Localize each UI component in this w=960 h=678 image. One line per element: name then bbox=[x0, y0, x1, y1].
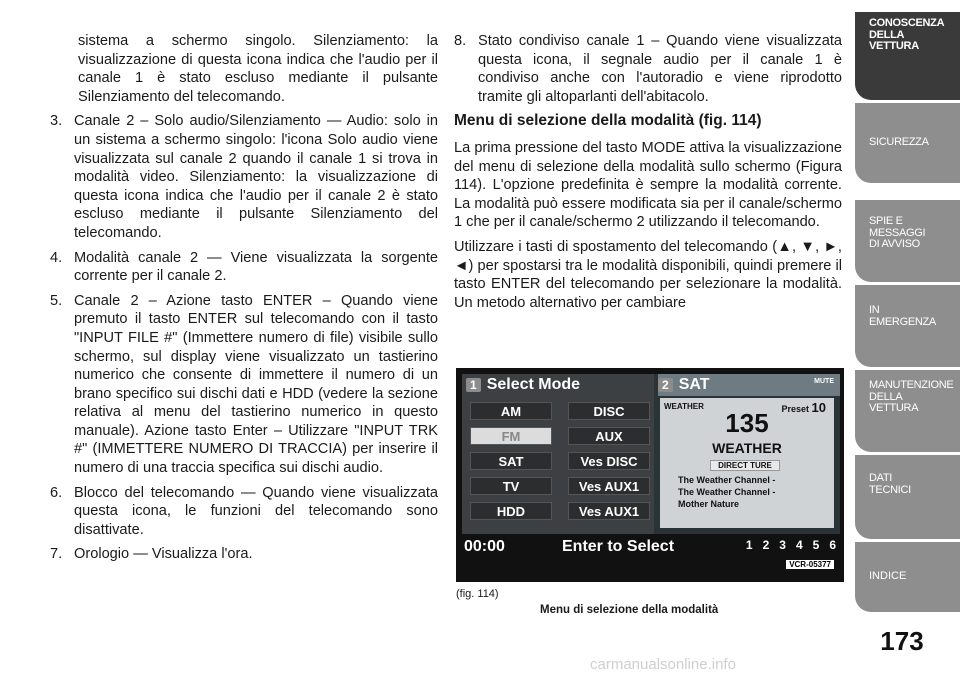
mode-option: AUX bbox=[568, 427, 650, 445]
mode-select-screen-figure bbox=[456, 368, 844, 582]
tab-sicurezza[interactable] bbox=[855, 103, 960, 183]
list-number: 4. bbox=[50, 249, 63, 266]
tab-manutenzione-della-vettura[interactable] bbox=[855, 370, 960, 452]
list-item bbox=[50, 484, 438, 540]
tab-label: INDICE bbox=[869, 570, 907, 582]
list-item bbox=[50, 292, 438, 478]
channel-1-badge: 1 bbox=[466, 378, 481, 392]
list-number: 5. bbox=[50, 292, 63, 309]
preset-label: Preset bbox=[781, 404, 810, 414]
channel-number: 135 bbox=[725, 408, 769, 438]
mode-option-selected: FM bbox=[470, 427, 552, 445]
mode-grid bbox=[470, 402, 650, 520]
body-paragraph: La prima pressione del tasto MODE attiva la visualizzazione del menu di selezione della modalità sullo schermo (Figura 114). L'opzione predefinita è sempre la modalità corrente. La modalità può essere modificata sia per il canale/schermo 1 che per il canale/schermo 2 utilizzando il telecomando. bbox=[454, 139, 842, 231]
channel-name: WEATHER bbox=[712, 440, 782, 456]
tab-indice[interactable] bbox=[855, 542, 960, 612]
list-text: Blocco del telecomando — Quando viene visualizzata questa icona, le funzioni del telecomando sono disattivate. bbox=[74, 484, 438, 538]
mode-option: Ves DISC bbox=[568, 452, 650, 470]
preset-number: 5 bbox=[812, 538, 820, 552]
section-heading: Menu di selezione della modalità (fig. 114) bbox=[454, 112, 762, 130]
weather-small-label: WEATHER bbox=[664, 402, 704, 411]
watermark: carmanualsonline.info bbox=[590, 656, 736, 673]
list-item bbox=[50, 112, 438, 242]
figure-caption: Menu di selezione della modalità bbox=[540, 604, 719, 616]
mode-option: DISC bbox=[568, 402, 650, 420]
list-text: Modalità canale 2 — Viene visualizzata la sorgente corrente per il canale 2. bbox=[74, 249, 438, 285]
mode-option: SAT bbox=[470, 452, 552, 470]
info-line: The Weather Channel - bbox=[678, 475, 776, 485]
list-item bbox=[50, 545, 438, 564]
figure-code: VCR-05377 bbox=[786, 560, 834, 569]
preset-number: 3 bbox=[779, 538, 786, 552]
clock: 00:00 bbox=[464, 538, 505, 555]
list-text: Canale 2 – Solo audio/Silenziamento — Audio: solo in un sistema a schermo singolo: l'icona Solo audio viene visualizzata sul canale 2 quando il canale 1 si trova in modalità video. Silenziamento: la visualizzazione di questa icona indica che l'audio per il canale 2 è stato escluso mediante il pulsante Silenziamento del telecomando. bbox=[74, 113, 438, 241]
tab-label: SPIE E MESSAGGI DI AVVISO bbox=[869, 215, 926, 250]
sat-title: SAT bbox=[678, 376, 710, 393]
preset-number: 2 bbox=[762, 538, 770, 552]
select-mode-title: Select Mode bbox=[486, 376, 581, 393]
enter-to-select-label: Enter to Select bbox=[562, 538, 675, 555]
preset-number: 1 bbox=[745, 538, 753, 552]
tab-in-emergenza[interactable] bbox=[855, 285, 960, 367]
direct-tune-label: DIRECT TURE bbox=[710, 460, 780, 471]
channel-1-header bbox=[462, 374, 580, 396]
tab-label: MANUTENZIONE DELLA VETTURA bbox=[869, 379, 954, 414]
list-number: 7. bbox=[50, 546, 63, 563]
mode-option: TV bbox=[470, 477, 552, 495]
list-number: 3. bbox=[50, 113, 63, 130]
mode-option: HDD bbox=[470, 502, 552, 520]
tab-conoscenza-della-vettura[interactable] bbox=[855, 12, 960, 100]
intro-paragraph: sistema a schermo singolo. Silenziamento: la visualizzazione di questa icona indica che l'audio per il canale 1 è stato escluso mediante il pulsante Silenziamento del telecomando. bbox=[78, 33, 438, 105]
mode-option: AM bbox=[470, 402, 552, 420]
preset-number: 4 bbox=[795, 538, 803, 552]
list-item bbox=[454, 32, 842, 106]
tab-dati-tecnici[interactable] bbox=[855, 455, 960, 539]
figure-label: (fig. 114) bbox=[456, 588, 499, 600]
right-column bbox=[454, 32, 842, 318]
tab-label: IN EMERGENZA bbox=[869, 304, 936, 328]
sat-info-area bbox=[660, 398, 834, 528]
mode-option: Ves AUX1 bbox=[568, 502, 650, 520]
screen-status-bar bbox=[462, 536, 840, 576]
body-paragraph: Utilizzare i tasti di spostamento del telecomando (▲, ▼, ►, ◄) per spostarsi tra le modalità disponibili, quindi premere il tasto ENTER del telecomando per selezionare la modalità. Un metodo alternativo per cambiare bbox=[454, 238, 842, 311]
list-text: Orologio — Visualizza l'ora. bbox=[74, 546, 253, 563]
list-item bbox=[50, 249, 438, 286]
mute-icon: MUTE bbox=[814, 378, 834, 385]
info-line: Mother Nature bbox=[678, 499, 740, 509]
tab-label: DATI TECNICI bbox=[869, 472, 911, 496]
preset-numbers bbox=[746, 538, 836, 552]
mode-option: Ves AUX1 bbox=[568, 477, 650, 495]
preset-value: 10 bbox=[811, 400, 826, 415]
list-text: Stato condiviso canale 1 – Quando viene visualizzata questa icona, il segnale audio per il canale 1 è condiviso anche con l'autoradio e viene riprodotto tramite gli altoparlanti dell'abitacolo. bbox=[478, 33, 842, 105]
song-info bbox=[678, 474, 775, 510]
tab-label: CONOSCENZA DELLA VETTURA bbox=[869, 17, 944, 52]
left-column bbox=[50, 32, 438, 570]
channel-2-badge: 2 bbox=[658, 378, 673, 392]
channel-1-panel bbox=[462, 374, 654, 534]
info-line: The Weather Channel - bbox=[678, 487, 776, 497]
list-number: 6. bbox=[50, 484, 63, 501]
list-text: Canale 2 – Azione tasto ENTER – Quando viene premuto il tasto ENTER sul telecomando con il tasto "INPUT FILE #" (Immettere numero di file) visibile sullo schermo, sul display viene visualizzato un tastierino numerico che consente di immettere il numero di un brano specifico sui dischi dati e HDD (vedere la sezione relativa al menu del tastierino numerico in questo manuale). Azione tasto Enter – Utilizzare "INPUT TRK #" (IMMETTERE NUMERO DI TRACCIA) per inserire il numero di una traccia specifica sui dischi audio. bbox=[74, 292, 438, 477]
tab-spacer bbox=[855, 611, 960, 621]
preset-number: 6 bbox=[829, 538, 836, 552]
page-number: 173 bbox=[880, 626, 924, 656]
tab-label: SICUREZZA bbox=[869, 136, 929, 148]
list-number: 8. bbox=[454, 33, 467, 49]
channel-2-header bbox=[658, 376, 710, 394]
channel-2-panel bbox=[654, 374, 840, 534]
tab-spie-e-messaggi[interactable] bbox=[855, 200, 960, 282]
